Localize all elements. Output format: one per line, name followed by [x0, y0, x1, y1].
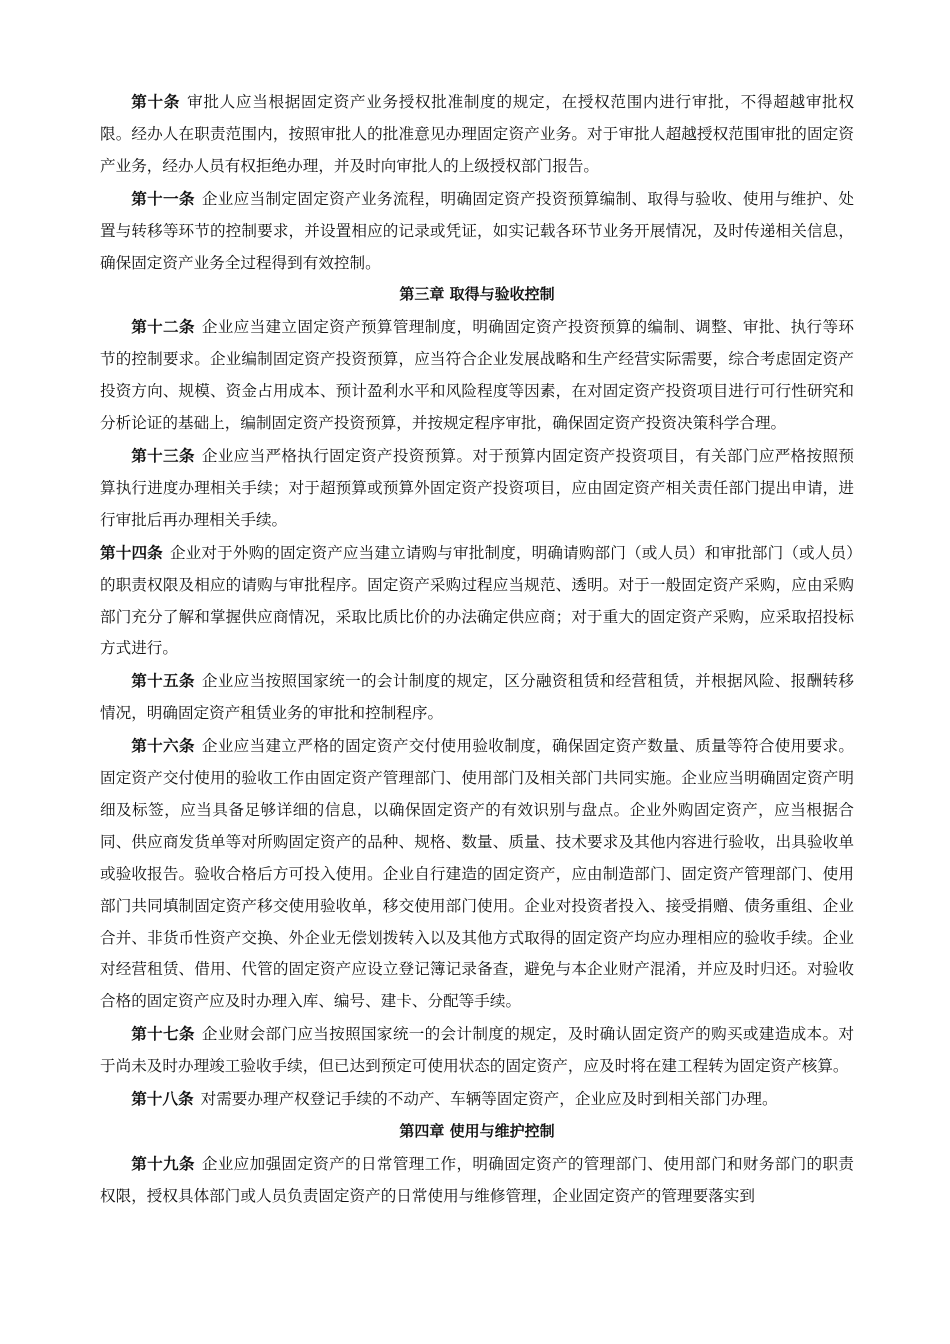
document-page	[100, 86, 854, 1213]
article-text: 审批人应当根据固定资产业务授权批准制度的规定，在授权范围内进行审批，不得超越审批权限。经办人在职责范围内，按照审批人的批准意见办理固定资产业务。对于审批人超越授权范围审批的固定资产业务，经办人员有权拒绝办理，并及时向审批人的上级授权部门报告。	[100, 93, 854, 175]
article-16	[100, 730, 854, 1018]
article-text: 企业财会部门应当按照国家统一的会计制度的规定，及时确认固定资产的购买或建造成本。对于尚未及时办理竣工验收手续，但已达到预定可使用状态的固定资产，应及时将在建工程转为固定资产核算。	[100, 1025, 854, 1076]
article-text: 企业应加强固定资产的日常管理工作，明确固定资产的管理部门、使用部门和财务部门的职责权限，授权具体部门或人员负责固定资产的日常使用与维修管理，企业固定资产的管理要落实到	[100, 1154, 854, 1205]
article-number: 第十八条	[131, 1089, 194, 1109]
article-number: 第十三条	[131, 445, 195, 465]
article-number: 第十一条	[131, 188, 195, 208]
article-number: 第十九条	[131, 1153, 195, 1173]
article-number: 第十条	[131, 92, 181, 111]
article-14	[100, 537, 854, 666]
article-text: 企业应当严格执行固定资产投资预算。对于预算内固定资产投资项目，有关部门应严格按照预算执行进度办理相关手续；对于超预算或预算外固定资产投资项目，应由固定资产相关责任部门提出申请，进行审批后再办理相关手续。	[100, 446, 854, 529]
article-number: 第十二条	[131, 317, 195, 337]
article-number: 第十五条	[131, 671, 195, 691]
chapter-heading-4: 第四章 使用与维护控制	[399, 1122, 555, 1140]
article-text: 企业对于外购的固定资产应当建立请购与审批制度，明确请购部门（或人员）和审批部门（或人员）的职责权限及相应的请购与审批程序。固定资产采购过程应当规范、透明。对于一般固定资产采购，应由采购部门充分了解和掌握供应商情况，采取比质比价的办法确定供应商；对于重大的固定资产采购，应采取招投标方式进行。	[100, 543, 854, 658]
article-11	[100, 183, 854, 280]
article-18	[100, 1083, 854, 1116]
article-text: 企业应当建立固定资产预算管理制度，明确固定资产投资预算的编制、调整、审批、执行等环节的控制要求。企业编制固定资产投资预算，应当符合企业发展战略和生产经营实际需要，综合考虑固定资产投资方向、规模、资金占用成本、预计盈利水平和风险程度等因素，在对固定资产投资项目进行可行性研究和分析论证的基础上，编制固定资产投资预算，并按规定程序审批，确保固定资产投资决策科学合理。	[100, 318, 854, 433]
article-number: 第十六条	[131, 736, 195, 756]
article-number: 第十七条	[131, 1024, 195, 1044]
article-text: 企业应当制定固定资产业务流程，明确固定资产投资预算编制、取得与验收、使用与维护、处置与转移等环节的控制要求，并设置相应的记录或凭证，如实记载各环节业务开展情况，及时传递相关信息，确保固定资产业务全过程得到有效控制。	[100, 189, 854, 272]
article-13	[100, 440, 854, 537]
article-19	[100, 1148, 854, 1213]
article-number: 第十四条	[100, 542, 163, 562]
article-17	[100, 1018, 854, 1083]
article-12	[100, 311, 854, 440]
article-text: 企业应当按照国家统一的会计制度的规定，区分融资租赁和经营租赁，并根据风险、报酬转移情况，明确固定资产租赁业务的审批和控制程序。	[100, 672, 854, 723]
article-text: 企业应当建立严格的固定资产交付使用验收制度，确保固定资产数量、质量等符合使用要求。固定资产交付使用的验收工作由固定资产管理部门、使用部门及相关部门共同实施。企业应当明确固定资产明细及标签，应当具备足够详细的信息，以确保固定资产的有效识别与盘点。企业外购固定资产，应当根据合同、供应商发货单等对所购固定资产的品种、规格、数量、质量、技术要求及其他内容进行验收，出具验收单或验收报告。验收合格后方可投入使用。企业自行建造的固定资产，应由制造部门、固定资产管理部门、使用部门共同填制固定资产移交使用验收单，移交使用部门使用。企业对投资者投入、接受捐赠、债务重组、企业合并、非货币性资产交换、外企业无偿划拨转入以及其他方式取得的固定资产均应办理相应的验收手续。企业对经营租赁、借用、代管的固定资产应设立登记簿记录备查，避免与本企业财产混淆，并应及时归还。对验收合格的固定资产应及时办理入库、编号、建卡、分配等手续。	[100, 737, 854, 1011]
article-10	[100, 86, 854, 183]
article-text: 对需要办理产权登记手续的不动产、车辆等固定资产，企业应及时到相关部门办理。	[200, 1090, 778, 1109]
article-15	[100, 665, 854, 730]
chapter-heading-3: 第三章 取得与验收控制	[399, 285, 555, 304]
